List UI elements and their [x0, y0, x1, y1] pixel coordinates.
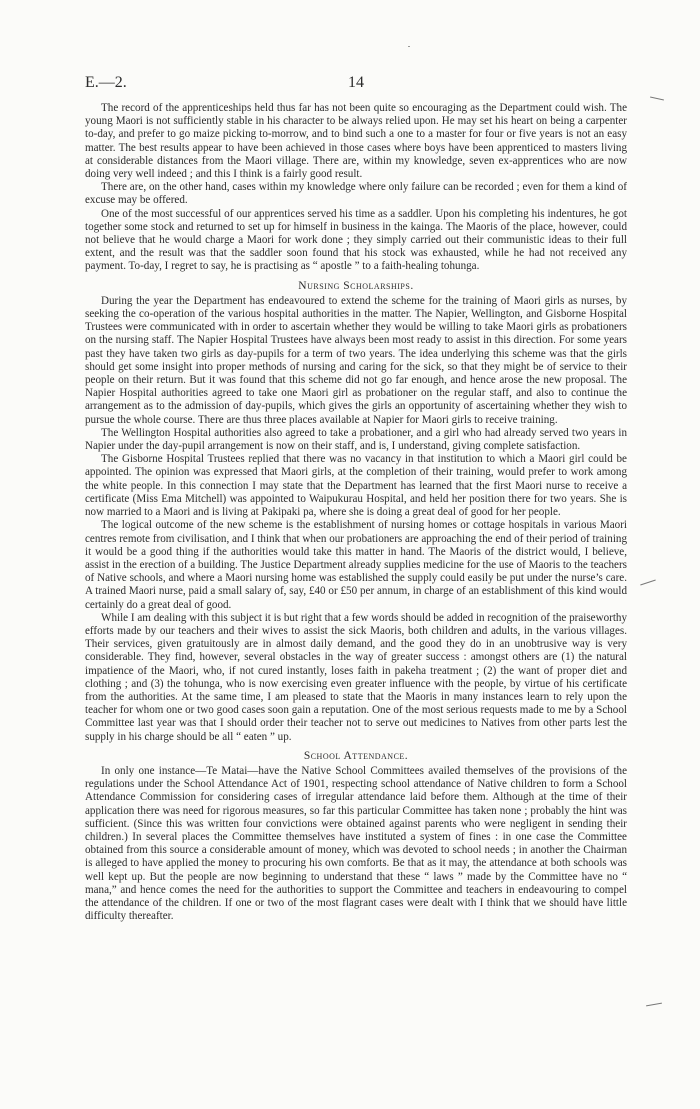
paragraph: The Wellington Hospital authorities also agreed to take a probationer, and a girl who had already served two years in Napier under the day-pupil arrangement is now on their staff, and is, I understand, giving complete satisfaction. [85, 426, 627, 453]
paragraph: The record of the apprenticeships held thus far has not been quite so encouraging as the Department could wish. The young Maori is not sufficiently stable in his character to be always relied upon. He may set his heart on being a carpenter to-day, and prefer to go maize picking to-morrow, and to bind such a one to a master for four or five years is not an easy matter. The best results appear to have been achieved in those cases where boys have been apprenticed to masters living at considerable distances from the Maori village. There are, within my knowledge, seven ex-apprentices who are now doing very well indeed ; and this I think is a fairly good result. [85, 102, 627, 181]
document-body [85, 102, 627, 923]
nursing-scholarships-section [85, 280, 627, 744]
paragraph: The Gisborne Hospital Trustees replied that there was no vacancy in that institution to which a Maori girl could be appointed. The opinion was expressed that Maori girls, at the completion of their training, would prefer to work among the white people. In this connection I may state that the Department has learned that the first Maori nurse to receive a certificate (Miss Ema Mitchell) was appointed to Waipukurau Hospital, and held her position there for two years. She is now married to a Maori and is living at Pakipaki pa, where she is doing a great deal of good for her people. [85, 453, 627, 519]
paragraph: While I am dealing with this subject it is but right that a few words should be added in recognition of the praiseworthy efforts made by our teachers and their wives to assist the sick Maoris, both children and adults, in the various villages. Their services, given gratuitously are in almost daily demand, and the good they do in an unobtrusive way is very considerable. They find, however, several obstacles in the way of greater success : amongst others are (1) the natural impatience of the Maori, who, if not cured instantly, loses faith in pakeha treatment ; (2) the want of proper diet and clothing ; and (3) the tohunga, who is now exercising even greater influence with the people, by virtue of his certificate from the authorities. At the same time, I am pleased to state that the Maoris in many instances learn to rely upon the teacher for whom one or two good cases soon gain a reputation. One of the most serious requests made to me by a School Committee last year was that I should order their teacher not to serve out medicines to Natives from other parts lest the supply in his charge should be all “ eaten ” up. [85, 611, 627, 743]
school-attendance-section [85, 750, 627, 924]
apprenticeships-section [85, 102, 627, 274]
page-header [85, 74, 627, 94]
margin-mark [646, 1003, 662, 1007]
page-number: 14 [348, 74, 364, 91]
margin-mark [650, 97, 664, 101]
paragraph: In only one instance—Te Matai—have the Native School Committees availed themselves of the provisions of the regulations under the School Attendance Act of 1901, respecting school attendance of Native children to form a School Attendance Commission for considering cases of irregular attendance laid before them. Although at the time of their application there was need for rigorous measures, so far this particular Committee has taken none ; probably the hint was sufficient. (Since this was written four convictions were obtained against parents who were negligent in sending their children.) In several places the Committee themselves have instituted a system of fines : in one case the Committee obtained from this source a considerable amount of money, which was devoted to school needs ; in another the Chairman is alleged to have applied the money to procuring his own comforts. Be that as it may, the attendance at both schools was well kept up. But the people are now beginning to understand that these “ laws ” made by the Committee have no “ mana,” and hence comes the need for the authorities to support the Committee and teachers in endeavouring to compel the attendance of the children. If one or two of the most flagrant cases were dealt with I think that we should have little difficulty thereafter. [85, 764, 627, 923]
document-reference: E.—2. [85, 74, 127, 91]
margin-mark [408, 46, 410, 47]
paragraph: The logical outcome of the new scheme is the establishment of nursing homes or cottage hospitals in various Maori centres remote from civilisation, and I think that when our probationers are approaching the end of their period of training it would be a good thing if the authorities would take this matter in hand. The Maoris of the district would, I believe, assist in the erection of a building. The Justice Department already supplies medicine for the use of Maoris to the teachers of Native schools, and where a Maori nursing home was established the supply could easily be put under the nurse’s care. A trained Maori nurse, paid a small salary of, say, £40 or £50 per annum, in charge of an establishment of this kind would certainly do a great deal of good. [85, 519, 627, 611]
margin-mark [640, 580, 656, 586]
section-heading: Nursing Scholarships. [298, 279, 414, 292]
paragraph: One of the most successful of our apprentices served his time as a saddler. Upon his completing his indentures, he got together some stock and returned to set up for himself in business in the kainga. The Maoris of the place, however, could not believe that he would charge a Maori for work done ; they simply carried out their communistic ideas to their full extent, and the result was that the saddler soon found that his stock was exhausted, while he had not received any payment. To-day, I regret to say, he is practising as “ apostle ” to a faith-healing tohunga. [85, 207, 627, 273]
paragraph: During the year the Department has endeavoured to extend the scheme for the training of Maori girls as nurses, by seeking the co-operation of the various hospital authorities in the matter. The Napier, Wellington, and Gisborne Hospital Trustees were communicated with in order to ascertain whether they would be willing to take Maori girls as probationers on the nursing staff. The Napier Hospital Trustees have always been most ready to assist in this direction. For some years past they have taken two girls as day-pupils for a term of two years. The idea underlying this scheme was that the girls should get some insight into proper methods of nursing and caring for the sick, so that they might be of service to their people on their return. But it was found that this scheme did not go far enough, and hence arose the new proposal. The Napier Hospital authorities agreed to take one Maori girl as probationer on the regular staff, and also to continue the arrangement as to the admission of day-pupils, which gives the girls an opportunity of ascertaining whether they wish to pursue the whole course. There are thus three places available at Napier for Maori girls to receive training. [85, 294, 627, 426]
section-heading: School Attendance. [303, 749, 409, 762]
paragraph: There are, on the other hand, cases within my knowledge where only failure can be recorded ; even for them a kind of excuse may be offered. [85, 181, 627, 207]
